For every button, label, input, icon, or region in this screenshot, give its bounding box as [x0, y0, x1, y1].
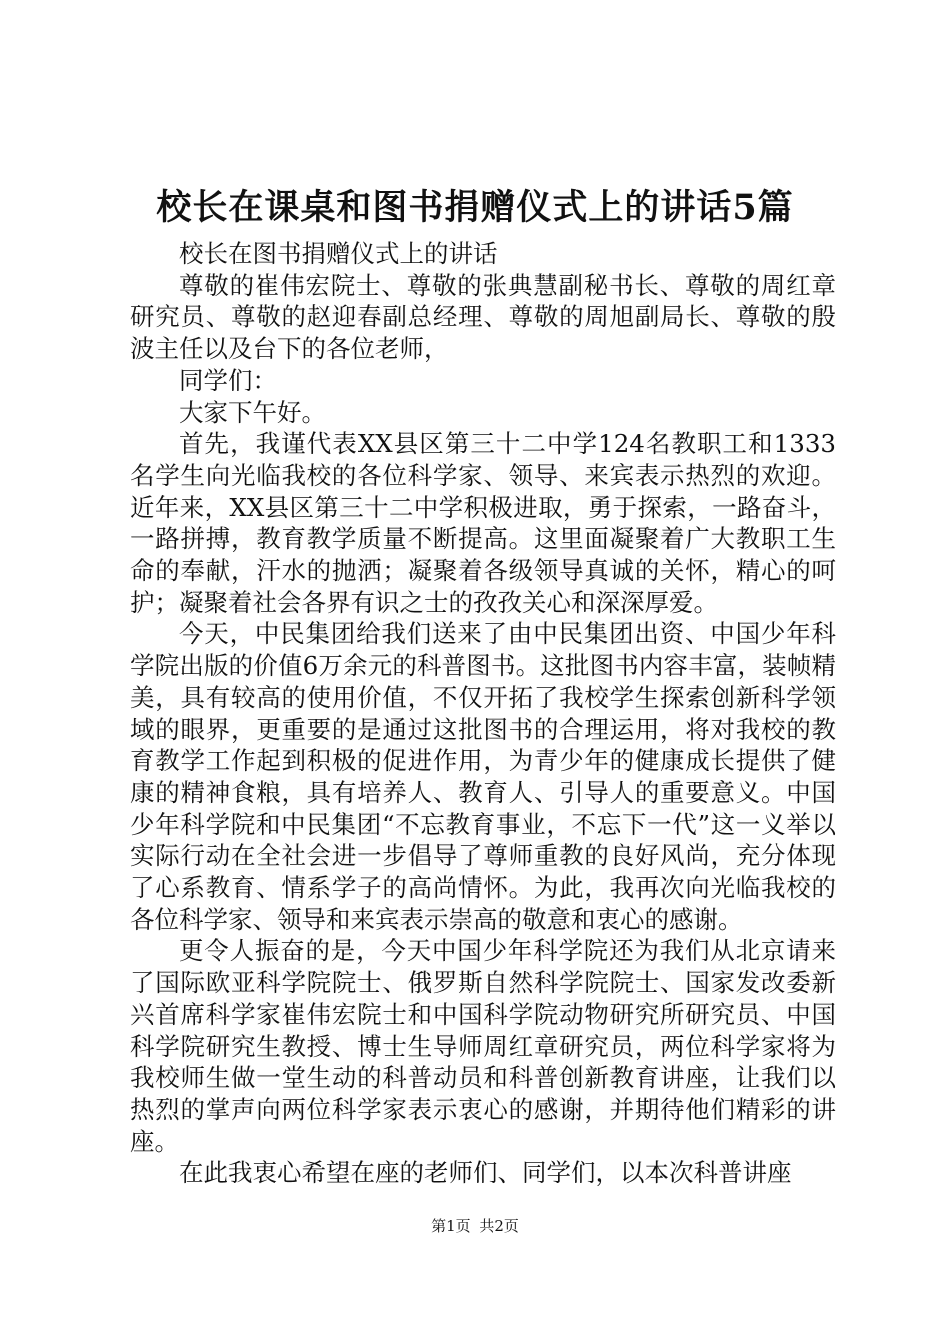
paragraph-lecture: 更令人振奋的是，今天中国少年科学院还为我们从北京请来了国际欧亚科学院院士、俄罗斯自然科学院院士、国家发改委新兴首席科学家崔伟宏院士和中国科学院动物研究所研究员、中国科学院研究生教授、博士生导师周红章研究员，两位科学家将为我校师生做一堂生动的科普动员和科普创新教育讲座，让我们以热烈的掌声向两位科学家表示衷心的感谢，并期待他们精彩的讲座。 [130, 936, 836, 1156]
document-body [130, 238, 836, 1189]
paragraph-closing: 在此我衷心希望在座的老师们、同学们，以本次科普讲座 [179, 1158, 792, 1188]
paragraph-students: 同学们： [179, 365, 277, 395]
page-number: 第1页 [431, 1217, 471, 1235]
paragraph-subtitle: 校长在图书捐赠仪式上的讲话 [179, 239, 498, 268]
paragraph-greeting: 大家下午好。 [179, 397, 326, 427]
paragraph-donation: 今天，中民集团给我们送来了由中民集团出资、中国少年科学院出版的价值6万余元的科普图书。这批图书内容丰富，装帧精美，具有较高的使用价值，不仅开拓了我校学生探索创新科学领域的眼界，更重要的是通过这批图书的合理运用，将对我校的教育教学工作起到积极的促进作用，为青少年的健康成长提供了健康的精神食粮，具有培养人、教育人、引导人的重要意义。中国少年科学院和中民集团“不忘教育事业，不忘下一代”这一义举以实际行动在全社会进一步倡导了尊师重教的良好风尚，充分体现了心系教育、情系学子的高尚情怀。为此，我再次向光临我校的各位科学家、领导和来宾表示崇高的敬意和衷心的感谢。 [130, 619, 836, 934]
paragraph-welcome: 首先，我谨代表XX县区第三十二中学124名教职工和1333名学生向光临我校的各位科学家、领导、来宾表示热烈的欢迎。近年来，XX县区第三十二中学积极进取，勇于探索，一路奋斗，一路拼搏，教育教学质量不断提高。这里面凝聚着广大教职工生命的奉献，汗水的抛洒；凝聚着各级领导真诚的关怀，精心的呵护；凝聚着社会各界有识之士的孜孜关心和深深厚爱。 [130, 429, 836, 617]
page-total: 共2页 [479, 1217, 519, 1235]
document-title: 校长在课桌和图书捐赠仪式上的讲话5篇 [156, 187, 794, 228]
page-footer [0, 1216, 950, 1236]
paragraph-salutation: 尊敬的崔伟宏院士、尊敬的张典慧副秘书长、尊敬的周红章研究员、尊敬的赵迎春副总经理、尊敬的周旭副局长、尊敬的殷波主任以及台下的各位老师， [130, 270, 836, 364]
